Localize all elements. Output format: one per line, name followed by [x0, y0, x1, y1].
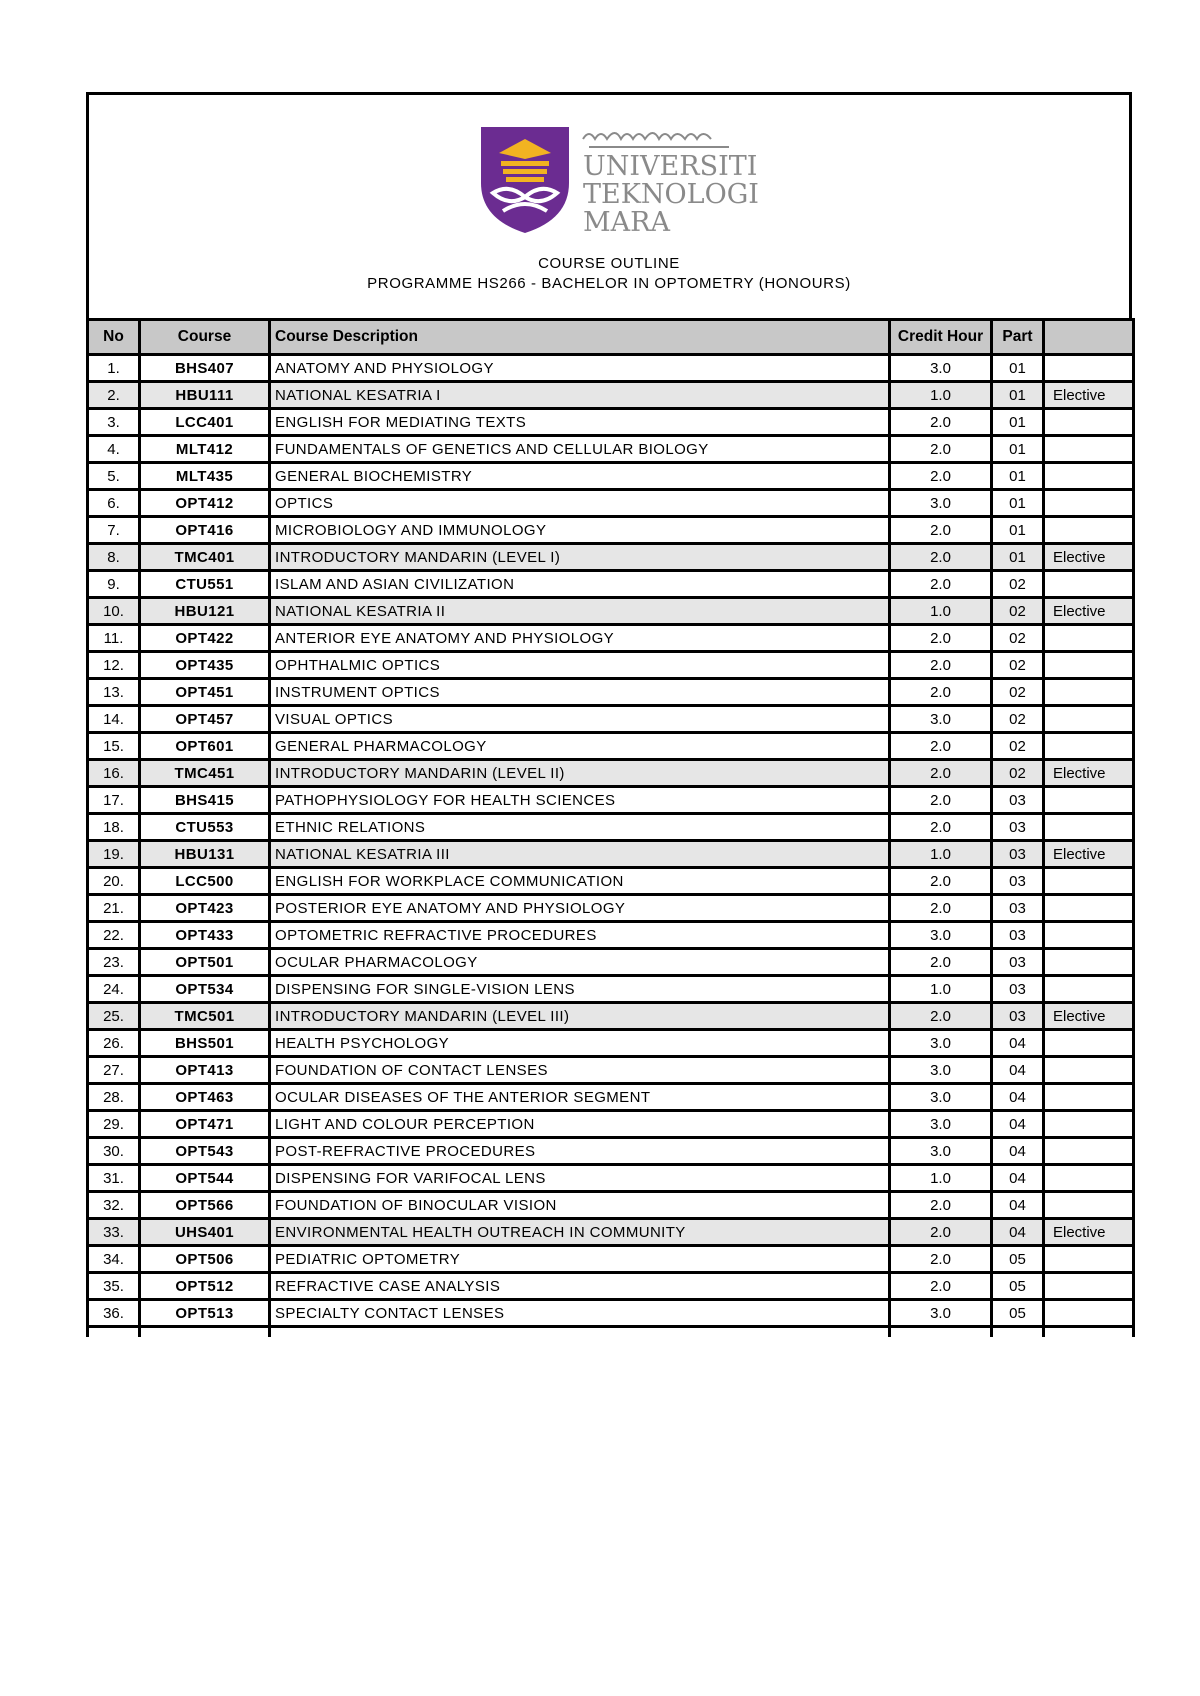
course-note: Elective [1044, 544, 1134, 571]
empty-cell [270, 1327, 890, 1337]
course-note [1044, 922, 1134, 949]
course-description: DISPENSING FOR SINGLE-VISION LENS [270, 976, 890, 1003]
course-number: 7. [88, 517, 140, 544]
credit-hour: 1.0 [890, 382, 992, 409]
course-part: 01 [992, 355, 1044, 382]
course-code: OPT451 [140, 679, 270, 706]
credit-hour: 1.0 [890, 598, 992, 625]
course-number: 28. [88, 1084, 140, 1111]
credit-hour: 2.0 [890, 787, 992, 814]
table-row [88, 1192, 1134, 1219]
course-note [1044, 814, 1134, 841]
table-row [88, 976, 1134, 1003]
table-row [88, 463, 1134, 490]
course-part: 02 [992, 733, 1044, 760]
course-description: PEDIATRIC OPTOMETRY [270, 1246, 890, 1273]
credit-hour: 3.0 [890, 490, 992, 517]
table-row [88, 949, 1134, 976]
course-number: 13. [88, 679, 140, 706]
credit-hour: 2.0 [890, 814, 992, 841]
course-number: 23. [88, 949, 140, 976]
course-rows [88, 355, 1134, 1337]
course-description: VISUAL OPTICS [270, 706, 890, 733]
column-header-note [1044, 320, 1134, 355]
table-row [88, 1219, 1134, 1246]
course-description: FOUNDATION OF BINOCULAR VISION [270, 1192, 890, 1219]
course-note [1044, 436, 1134, 463]
course-code: MLT412 [140, 436, 270, 463]
course-code: CTU551 [140, 571, 270, 598]
course-outline-sheet [86, 92, 1132, 1552]
credit-hour: 3.0 [890, 1057, 992, 1084]
course-number: 18. [88, 814, 140, 841]
credit-hour: 3.0 [890, 1030, 992, 1057]
uitm-crest-icon [481, 127, 569, 233]
course-part: 04 [992, 1138, 1044, 1165]
course-code: OPT534 [140, 976, 270, 1003]
course-part: 05 [992, 1300, 1044, 1327]
empty-cell [140, 1327, 270, 1337]
course-number: 27. [88, 1057, 140, 1084]
course-code: OPT566 [140, 1192, 270, 1219]
table-row [88, 1273, 1134, 1300]
course-description: NATIONAL KESATRIA III [270, 841, 890, 868]
course-note [1044, 1057, 1134, 1084]
course-number: 14. [88, 706, 140, 733]
course-part: 03 [992, 922, 1044, 949]
table-row [88, 868, 1134, 895]
empty-cell [88, 1327, 140, 1337]
jawi-script-icon [583, 133, 729, 147]
course-part: 03 [992, 868, 1044, 895]
course-code: OPT413 [140, 1057, 270, 1084]
credit-hour: 2.0 [890, 463, 992, 490]
course-description: MICROBIOLOGY AND IMMUNOLOGY [270, 517, 890, 544]
course-number: 21. [88, 895, 140, 922]
course-description: OPTOMETRIC REFRACTIVE PROCEDURES [270, 922, 890, 949]
table-row [88, 1111, 1134, 1138]
credit-hour: 3.0 [890, 706, 992, 733]
course-description: POSTERIOR EYE ANATOMY AND PHYSIOLOGY [270, 895, 890, 922]
course-note: Elective [1044, 382, 1134, 409]
course-number: 12. [88, 652, 140, 679]
course-number: 22. [88, 922, 140, 949]
course-note [1044, 1030, 1134, 1057]
course-code: TMC451 [140, 760, 270, 787]
empty-cell [992, 1327, 1044, 1337]
table-row [88, 1084, 1134, 1111]
course-code: UHS401 [140, 1219, 270, 1246]
column-header-credit-hour: Credit Hour [890, 320, 992, 355]
credit-hour: 3.0 [890, 355, 992, 382]
table-row [88, 760, 1134, 787]
course-part: 04 [992, 1219, 1044, 1246]
course-number: 2. [88, 382, 140, 409]
course-note [1044, 625, 1134, 652]
credit-hour: 3.0 [890, 1111, 992, 1138]
course-number: 10. [88, 598, 140, 625]
course-number: 34. [88, 1246, 140, 1273]
course-note [1044, 490, 1134, 517]
course-note [1044, 1300, 1134, 1327]
course-number: 32. [88, 1192, 140, 1219]
course-part: 02 [992, 571, 1044, 598]
table-row [88, 625, 1134, 652]
course-code: BHS407 [140, 355, 270, 382]
course-code: OPT463 [140, 1084, 270, 1111]
course-note [1044, 409, 1134, 436]
table-row [88, 841, 1134, 868]
course-part: 02 [992, 760, 1044, 787]
course-description: INTRODUCTORY MANDARIN (LEVEL I) [270, 544, 890, 571]
table-row [88, 355, 1134, 382]
course-note [1044, 652, 1134, 679]
credit-hour: 3.0 [890, 1084, 992, 1111]
table-row [88, 787, 1134, 814]
course-number: 3. [88, 409, 140, 436]
course-part: 05 [992, 1246, 1044, 1273]
table-row [88, 1300, 1134, 1327]
course-description: ENGLISH FOR MEDIATING TEXTS [270, 409, 890, 436]
table-row [88, 490, 1134, 517]
course-note [1044, 706, 1134, 733]
course-code: TMC501 [140, 1003, 270, 1030]
credit-hour: 2.0 [890, 679, 992, 706]
credit-hour: 3.0 [890, 1300, 992, 1327]
course-part: 02 [992, 625, 1044, 652]
course-code: OPT512 [140, 1273, 270, 1300]
course-code: OPT435 [140, 652, 270, 679]
course-number: 1. [88, 355, 140, 382]
course-description: ANTERIOR EYE ANATOMY AND PHYSIOLOGY [270, 625, 890, 652]
credit-hour: 1.0 [890, 976, 992, 1003]
course-part: 01 [992, 490, 1044, 517]
course-code: OPT471 [140, 1111, 270, 1138]
course-code: CTU553 [140, 814, 270, 841]
credit-hour: 1.0 [890, 841, 992, 868]
credit-hour: 2.0 [890, 544, 992, 571]
course-number: 29. [88, 1111, 140, 1138]
course-code: OPT544 [140, 1165, 270, 1192]
course-description: DISPENSING FOR VARIFOCAL LENS [270, 1165, 890, 1192]
course-description: INTRODUCTORY MANDARIN (LEVEL II) [270, 760, 890, 787]
credit-hour: 2.0 [890, 517, 992, 544]
logo-text-line-2: TEKNOLOGI [583, 179, 759, 210]
course-code: OPT422 [140, 625, 270, 652]
empty-cell [1044, 1327, 1134, 1337]
course-note [1044, 868, 1134, 895]
course-code: OPT543 [140, 1138, 270, 1165]
course-description: ENGLISH FOR WORKPLACE COMMUNICATION [270, 868, 890, 895]
course-part: 03 [992, 976, 1044, 1003]
course-part: 05 [992, 1273, 1044, 1300]
course-code: OPT423 [140, 895, 270, 922]
table-row [88, 1003, 1134, 1030]
course-code: HBU121 [140, 598, 270, 625]
course-code: MLT435 [140, 463, 270, 490]
course-note [1044, 571, 1134, 598]
course-number: 11. [88, 625, 140, 652]
course-part: 04 [992, 1111, 1044, 1138]
course-note [1044, 895, 1134, 922]
course-part: 01 [992, 409, 1044, 436]
programme-title: PROGRAMME HS266 - BACHELOR IN OPTOMETRY (HONOURS) [367, 275, 851, 292]
course-code: OPT506 [140, 1246, 270, 1273]
table-row [88, 436, 1134, 463]
table-row [88, 895, 1134, 922]
course-description: NATIONAL KESATRIA II [270, 598, 890, 625]
credit-hour: 2.0 [890, 652, 992, 679]
course-note [1044, 1111, 1134, 1138]
course-code: HBU131 [140, 841, 270, 868]
course-number: 35. [88, 1273, 140, 1300]
credit-hour: 1.0 [890, 1165, 992, 1192]
course-code: TMC401 [140, 544, 270, 571]
course-code: BHS501 [140, 1030, 270, 1057]
course-note: Elective [1044, 760, 1134, 787]
course-description: FOUNDATION OF CONTACT LENSES [270, 1057, 890, 1084]
table-row [88, 517, 1134, 544]
course-description: INSTRUMENT OPTICS [270, 679, 890, 706]
table-header-row [88, 320, 1134, 355]
credit-hour: 2.0 [890, 571, 992, 598]
table-row [88, 652, 1134, 679]
table-row [88, 706, 1134, 733]
course-description: NATIONAL KESATRIA I [270, 382, 890, 409]
course-part: 01 [992, 463, 1044, 490]
course-number: 15. [88, 733, 140, 760]
course-code: OPT416 [140, 517, 270, 544]
course-number: 16. [88, 760, 140, 787]
course-code: OPT513 [140, 1300, 270, 1327]
course-note: Elective [1044, 598, 1134, 625]
table-row [88, 1165, 1134, 1192]
course-part: 03 [992, 787, 1044, 814]
document-title: COURSE OUTLINE [538, 255, 680, 272]
credit-hour: 3.0 [890, 922, 992, 949]
course-note [1044, 733, 1134, 760]
course-description: INTRODUCTORY MANDARIN (LEVEL III) [270, 1003, 890, 1030]
course-description: ETHNIC RELATIONS [270, 814, 890, 841]
credit-hour: 2.0 [890, 436, 992, 463]
column-header-no: No [88, 320, 140, 355]
course-part: 01 [992, 382, 1044, 409]
credit-hour: 3.0 [890, 1138, 992, 1165]
course-number: 30. [88, 1138, 140, 1165]
course-note [1044, 679, 1134, 706]
course-description: LIGHT AND COLOUR PERCEPTION [270, 1111, 890, 1138]
table-row [88, 598, 1134, 625]
course-code: OPT457 [140, 706, 270, 733]
credit-hour: 2.0 [890, 1219, 992, 1246]
course-note [1044, 1273, 1134, 1300]
course-note [1044, 1246, 1134, 1273]
course-part: 01 [992, 436, 1044, 463]
course-number: 5. [88, 463, 140, 490]
table-continuation-row [88, 1327, 1134, 1337]
uitm-logo [479, 123, 769, 235]
course-part: 02 [992, 706, 1044, 733]
credit-hour: 2.0 [890, 895, 992, 922]
credit-hour: 2.0 [890, 625, 992, 652]
course-note [1044, 355, 1134, 382]
course-number: 6. [88, 490, 140, 517]
course-description: GENERAL BIOCHEMISTRY [270, 463, 890, 490]
course-description: PATHOPHYSIOLOGY FOR HEALTH SCIENCES [270, 787, 890, 814]
course-description: ISLAM AND ASIAN CIVILIZATION [270, 571, 890, 598]
course-code: OPT501 [140, 949, 270, 976]
course-description: HEALTH PSYCHOLOGY [270, 1030, 890, 1057]
table-row [88, 733, 1134, 760]
course-number: 33. [88, 1219, 140, 1246]
course-part: 04 [992, 1030, 1044, 1057]
course-description: ANATOMY AND PHYSIOLOGY [270, 355, 890, 382]
logo-text-line-1: UNIVERSITI [583, 151, 758, 182]
course-code: HBU111 [140, 382, 270, 409]
course-code: LCC500 [140, 868, 270, 895]
credit-hour: 2.0 [890, 868, 992, 895]
course-number: 20. [88, 868, 140, 895]
document-header [86, 92, 1132, 318]
course-note [1044, 1084, 1134, 1111]
course-note [1044, 517, 1134, 544]
course-part: 02 [992, 652, 1044, 679]
credit-hour: 2.0 [890, 733, 992, 760]
course-part: 03 [992, 814, 1044, 841]
credit-hour: 2.0 [890, 949, 992, 976]
course-code: BHS415 [140, 787, 270, 814]
course-code: OPT412 [140, 490, 270, 517]
course-number: 26. [88, 1030, 140, 1057]
course-number: 17. [88, 787, 140, 814]
course-part: 04 [992, 1192, 1044, 1219]
course-note: Elective [1044, 841, 1134, 868]
course-note [1044, 1165, 1134, 1192]
table-row [88, 382, 1134, 409]
course-part: 03 [992, 949, 1044, 976]
table-row [88, 814, 1134, 841]
course-number: 19. [88, 841, 140, 868]
table-row [88, 571, 1134, 598]
course-code: LCC401 [140, 409, 270, 436]
course-description: OCULAR DISEASES OF THE ANTERIOR SEGMENT [270, 1084, 890, 1111]
course-note [1044, 1192, 1134, 1219]
course-number: 36. [88, 1300, 140, 1327]
course-description: REFRACTIVE CASE ANALYSIS [270, 1273, 890, 1300]
course-part: 01 [992, 517, 1044, 544]
course-table [86, 318, 1135, 1337]
course-description: ENVIRONMENTAL HEALTH OUTREACH IN COMMUNITY [270, 1219, 890, 1246]
logo-text-line-3: MARA [583, 207, 670, 235]
column-header-part: Part [992, 320, 1044, 355]
course-code: OPT433 [140, 922, 270, 949]
table-row [88, 1246, 1134, 1273]
course-description: GENERAL PHARMACOLOGY [270, 733, 890, 760]
credit-hour: 2.0 [890, 409, 992, 436]
course-code: OPT601 [140, 733, 270, 760]
course-description: POST-REFRACTIVE PROCEDURES [270, 1138, 890, 1165]
course-note: Elective [1044, 1219, 1134, 1246]
table-row [88, 1057, 1134, 1084]
course-note [1044, 976, 1134, 1003]
course-note [1044, 463, 1134, 490]
course-number: 9. [88, 571, 140, 598]
course-note [1044, 787, 1134, 814]
table-row [88, 1138, 1134, 1165]
table-row [88, 544, 1134, 571]
credit-hour: 2.0 [890, 1192, 992, 1219]
column-header-course: Course [140, 320, 270, 355]
course-description: FUNDAMENTALS OF GENETICS AND CELLULAR BIOLOGY [270, 436, 890, 463]
course-description: OPTICS [270, 490, 890, 517]
course-part: 03 [992, 1003, 1044, 1030]
course-description: SPECIALTY CONTACT LENSES [270, 1300, 890, 1327]
course-part: 02 [992, 598, 1044, 625]
course-number: 4. [88, 436, 140, 463]
course-part: 04 [992, 1165, 1044, 1192]
table-row [88, 1030, 1134, 1057]
credit-hour: 2.0 [890, 760, 992, 787]
credit-hour: 2.0 [890, 1273, 992, 1300]
course-number: 8. [88, 544, 140, 571]
table-row [88, 679, 1134, 706]
course-description: OPHTHALMIC OPTICS [270, 652, 890, 679]
credit-hour: 2.0 [890, 1003, 992, 1030]
course-note [1044, 949, 1134, 976]
course-number: 24. [88, 976, 140, 1003]
course-part: 04 [992, 1084, 1044, 1111]
course-part: 01 [992, 544, 1044, 571]
empty-cell [890, 1327, 992, 1337]
course-number: 25. [88, 1003, 140, 1030]
table-row [88, 922, 1134, 949]
course-part: 03 [992, 895, 1044, 922]
course-note [1044, 1138, 1134, 1165]
column-header-description: Course Description [270, 320, 890, 355]
credit-hour: 2.0 [890, 1246, 992, 1273]
course-description: OCULAR PHARMACOLOGY [270, 949, 890, 976]
course-part: 02 [992, 679, 1044, 706]
course-part: 04 [992, 1057, 1044, 1084]
table-row [88, 409, 1134, 436]
course-part: 03 [992, 841, 1044, 868]
course-note: Elective [1044, 1003, 1134, 1030]
course-number: 31. [88, 1165, 140, 1192]
